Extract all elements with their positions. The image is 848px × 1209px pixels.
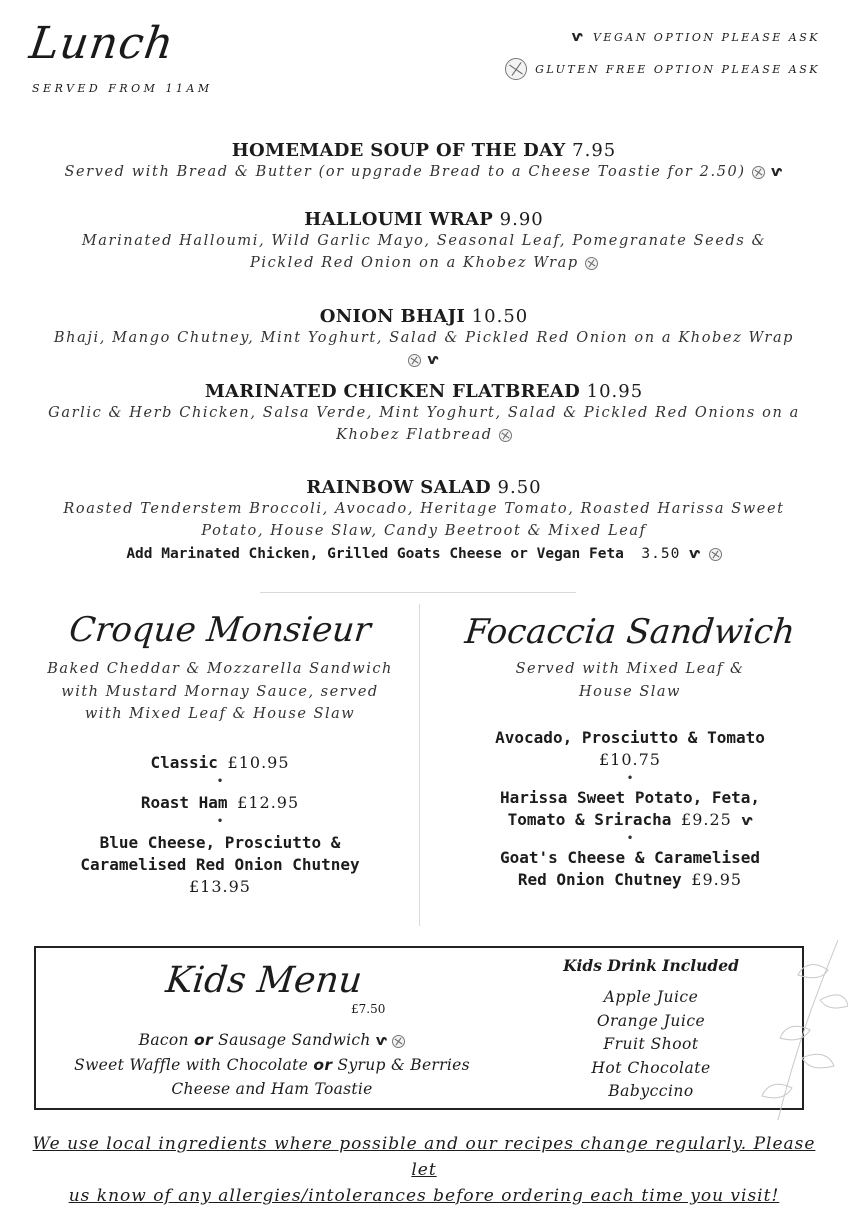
item-name: HALLOUMI WRAP — [304, 209, 494, 230]
kids-items — [52, 1028, 492, 1102]
separator-dot: • — [216, 813, 224, 828]
item-title — [40, 381, 808, 402]
item-addon: Add Marinated Chicken, Grilled Goats Cheese or Vegan Feta 3.50 ⱱ — [40, 546, 808, 562]
gluten-free-icon — [408, 354, 421, 367]
focaccia-option: Harissa Sweet Potato, Feta, Tomato & Sriracha £9.25 ⱱ — [499, 788, 761, 829]
drink-item: Apple Juice — [603, 988, 699, 1006]
item-desc: Roasted Tenderstem Broccoli, Avocado, Heritage Tomato, Roasted Harissa Sweet Potato, House Slaw, Candy Beetroot & Mixed Leaf — [63, 501, 785, 539]
croque-desc: Baked Cheddar & Mozzarella Sandwich with Mustard Mornay Sauce, served with Mixed Leaf & House Slaw — [47, 661, 393, 722]
menu-item-rainbow-salad — [40, 477, 808, 562]
kids-item: Cheese and Ham Toastie — [171, 1080, 373, 1098]
kids-price: £7.50 — [351, 1002, 386, 1016]
item-title — [40, 477, 808, 498]
vegan-leaf-icon: ⱱ — [741, 813, 753, 829]
item-price: 7.95 — [572, 140, 617, 161]
separator-dot: • — [216, 773, 224, 788]
legend-vegan-label: VEGAN OPTION PLEASE ASK — [592, 30, 820, 44]
item-name: HOMEMADE SOUP OF THE DAY — [231, 140, 566, 161]
item-desc: Garlic & Herb Chicken, Salsa Verde, Mint Yoghurt, Salad & Pickled Red Onions on a Khobez Flatbread — [48, 405, 800, 443]
item-title — [40, 306, 808, 327]
kids-title: Kids Menu — [163, 960, 365, 1001]
divider — [260, 592, 576, 593]
croque-option: Classic £10.95 — [150, 752, 290, 772]
item-price: 9.90 — [499, 209, 544, 230]
drink-item: Orange Juice — [596, 1011, 706, 1030]
gluten-free-icon — [585, 257, 598, 270]
vegan-leaf-icon: ⱱ — [571, 29, 585, 45]
item-desc: Served with Bread & Butter (or upgrade Bread to a Cheese Toastie for 2.50) ⱱ — [64, 164, 784, 180]
kids-drinks-list — [526, 986, 776, 1104]
item-name: ONION BHAJI — [319, 306, 466, 327]
page-title: Lunch — [26, 18, 178, 69]
croque-option: Blue Cheese, Prosciutto & Caramelised Red Onion Chutney £13.95 — [80, 832, 360, 896]
gluten-free-icon — [752, 166, 765, 179]
croque-section — [30, 610, 410, 898]
focaccia-option: Goat's Cheese & Caramelised Red Onion Chutney £9.95 — [499, 848, 761, 889]
item-title — [40, 209, 808, 230]
kids-menu-box — [34, 946, 804, 1110]
item-desc: Marinated Halloumi, Wild Garlic Mayo, Seasonal Leaf, Pomegranate Seeds & Pickled Red Onion on a Khobez Wrap — [81, 233, 767, 271]
item-title — [40, 140, 808, 161]
focaccia-title: Focaccia Sandwich — [463, 612, 797, 652]
croque-title: Croque Monsieur — [67, 610, 373, 650]
focaccia-section — [440, 612, 820, 891]
leaf-decoration-icon — [758, 930, 848, 1130]
focaccia-option: Avocado, Prosciutto & Tomato £10.75 — [495, 728, 765, 769]
drink-item: Hot Chocolate — [591, 1058, 711, 1077]
menu-item-onion-bhaji — [40, 306, 808, 371]
separator-dot: • — [626, 831, 634, 845]
legend-gf-label: GLUTEN FREE OPTION PLEASE ASK — [535, 62, 820, 76]
gluten-free-icon — [499, 429, 512, 442]
item-price: 10.95 — [586, 381, 644, 402]
gluten-free-icon — [392, 1035, 405, 1048]
drink-item: Babyccino — [608, 1082, 694, 1100]
vegan-leaf-icon: ⱱ — [375, 1033, 388, 1049]
vegan-leaf-icon: ⱱ — [689, 546, 700, 562]
gluten-free-icon — [709, 548, 722, 561]
drink-item: Fruit Shoot — [603, 1035, 699, 1053]
vegan-leaf-icon: ⱱ — [771, 164, 784, 180]
kids-drinks-title: Kids Drink Included — [563, 956, 739, 975]
menu-item-soup — [40, 140, 808, 183]
item-name: RAINBOW SALAD — [306, 477, 491, 498]
menu-item-halloumi — [40, 209, 808, 274]
separator-dot: • — [626, 771, 634, 785]
vegan-leaf-icon: ⱱ — [427, 352, 440, 368]
column-divider — [419, 604, 420, 926]
croque-option: Roast Ham £12.95 — [140, 792, 300, 812]
menu-item-chicken-flatbread — [40, 381, 808, 446]
focaccia-desc: Served with Mixed Leaf & House Slaw — [515, 661, 745, 700]
kids-item: Bacon or Sausage Sandwich ⱱ — [52, 1028, 492, 1053]
page-subtitle: SERVED FROM 11AM — [32, 82, 213, 95]
gluten-free-icon — [505, 58, 527, 80]
legend-vegan — [572, 30, 820, 44]
item-desc: Bhaji, Mango Chutney, Mint Yoghurt, Salad & Pickled Red Onion on a Khobez Wrap ⱱ — [53, 330, 795, 368]
item-price: 9.50 — [497, 477, 542, 498]
kids-item: Sweet Waffle with Chocolate or Syrup & Berries — [74, 1055, 470, 1074]
item-name: MARINATED CHICKEN FLATBREAD — [204, 381, 581, 402]
item-price: 10.50 — [471, 306, 529, 327]
legend-gluten-free — [505, 58, 820, 80]
allergy-notice: We use local ingredients where possible and our recipes change regularly. Please let us know of any allergies/intolerances before ordering each time you visit! — [32, 1134, 816, 1206]
